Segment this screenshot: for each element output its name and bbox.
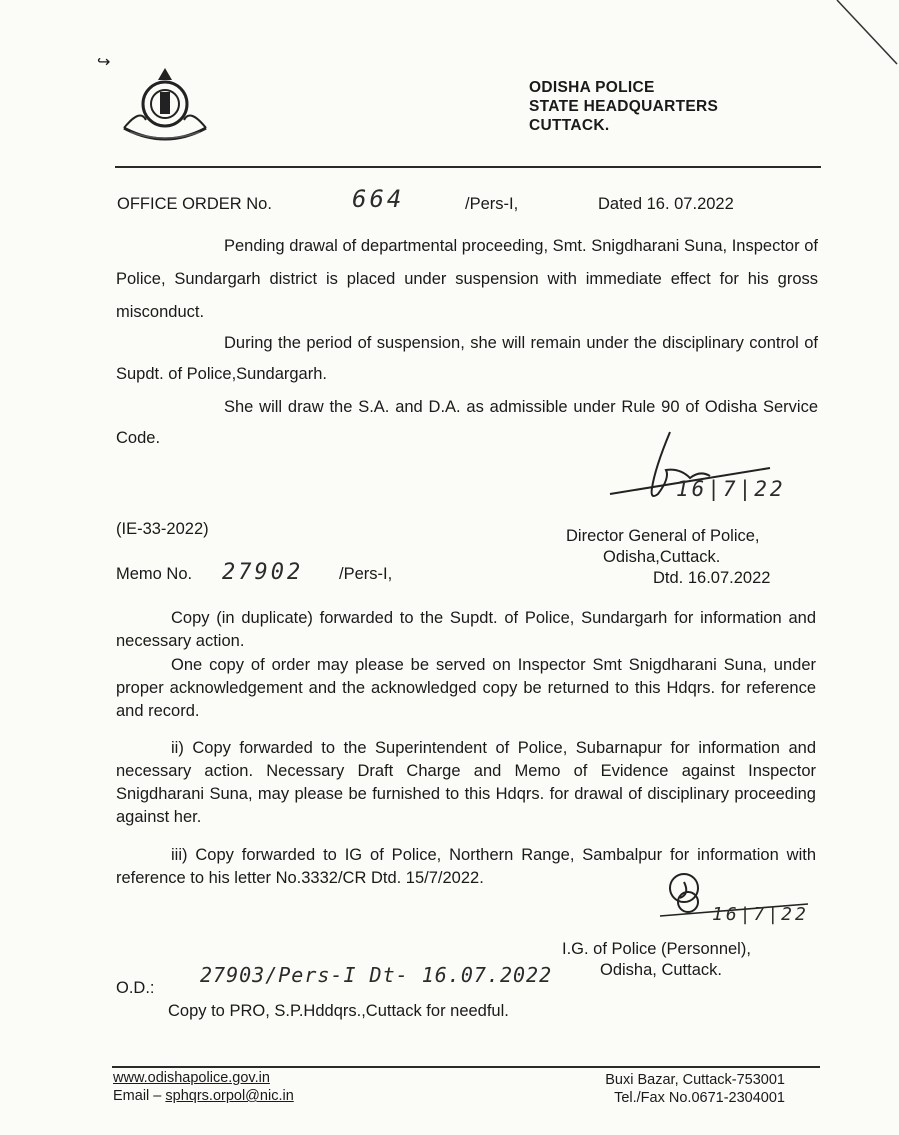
footer-address: Buxi Bazar, Cuttack-753001 — [605, 1072, 785, 1088]
memo-label: Memo No. — [116, 565, 193, 583]
igp-signature — [640, 868, 820, 938]
org-line1: ODISHA POLICE — [529, 79, 655, 96]
memo-suffix: /Pers-I, — [339, 565, 393, 583]
file-reference: (IE-33-2022) — [116, 520, 209, 538]
dgp-place: Odisha,Cuttack. — [603, 548, 721, 566]
footer-email-line — [113, 1087, 294, 1105]
igp-place: Odisha, Cuttack. — [600, 961, 722, 979]
footer-phone: Tel./Fax No.0671-2304001 — [614, 1090, 785, 1106]
corner-mark: ↪ — [97, 54, 111, 71]
memo-paragraph-2: One copy of order may please be served on Inspector Smt Snigdharani Suna, under proper acknowledgement and the acknowledged copy be returned to this Hdqrs. for reference and record. — [116, 656, 816, 720]
order-label: OFFICE ORDER No. — [117, 195, 272, 213]
igp-designation: I.G. of Police (Personnel), — [562, 940, 751, 958]
dgp-designation: Director General of Police, — [566, 527, 760, 545]
dgp-date: Dtd. 16.07.2022 — [653, 569, 771, 587]
office-header — [529, 78, 718, 135]
footer-email-label: Email – — [113, 1088, 166, 1104]
memo-paragraph-1: Copy (in duplicate) forwarded to the Supdt. of Police, Sundargarh for information and necessary action. — [116, 609, 816, 650]
od-handwritten-ref: 27903/Pers-I Dt- 16.07.2022 — [200, 963, 553, 987]
memo-paragraph-4: iii) Copy forwarded to IG of Police, Northern Range, Sambalpur for information with reference to his letter No.3332/CR Dtd. 15/7/2022. — [116, 846, 816, 887]
header-divider — [115, 166, 821, 168]
corner-scratch — [835, 0, 899, 75]
od-copy-text: Copy to PRO, S.P.Hddqrs.,Cuttack for needful. — [168, 1002, 509, 1020]
memo-number: 27902 — [222, 560, 304, 585]
org-line2: STATE HEADQUARTERS — [529, 98, 719, 115]
order-paragraph-1: Pending drawal of departmental proceeding, Smt. Snigdharani Suna, Inspector of Police, Sundargarh district is placed under suspension with immediate effect for his gross misconduct. — [116, 237, 818, 321]
org-line3: CUTTACK. — [529, 117, 610, 134]
memo-paragraph-3: ii) Copy forwarded to the Superintendent of Police, Subarnapur for information and necessary action. Necessary Draft Charge and Memo of Evidence against Inspector Snigdharani Suna, may please be furnished to this Hdqrs. for drawal of disciplinary proceeding against her. — [116, 739, 816, 826]
order-date: Dated 16. 07.2022 — [598, 195, 734, 213]
order-paragraph-3: She will draw the S.A. and D.A. as admissible under Rule 90 of Odisha Service Code. — [116, 398, 818, 447]
dgp-signature-date: 16|7|22 — [676, 477, 786, 501]
footer-email[interactable]: sphqrs.orpol@nic.in — [165, 1088, 294, 1104]
order-number: 664 — [352, 185, 405, 213]
dgp-signature — [600, 428, 800, 520]
order-suffix: /Pers-I, — [465, 195, 519, 213]
footer-divider — [112, 1066, 820, 1068]
od-label: O.D.: — [116, 979, 155, 997]
footer-right — [580, 1071, 785, 1107]
footer-website[interactable]: www.odishapolice.gov.in — [113, 1070, 270, 1086]
police-emblem — [110, 62, 220, 152]
igp-signature-date: 16|7|22 — [712, 904, 809, 925]
footer-left — [113, 1069, 294, 1105]
order-paragraph-2: During the period of suspension, she will remain under the disciplinary control of Supdt. of Police,Sundargarh. — [116, 334, 818, 383]
